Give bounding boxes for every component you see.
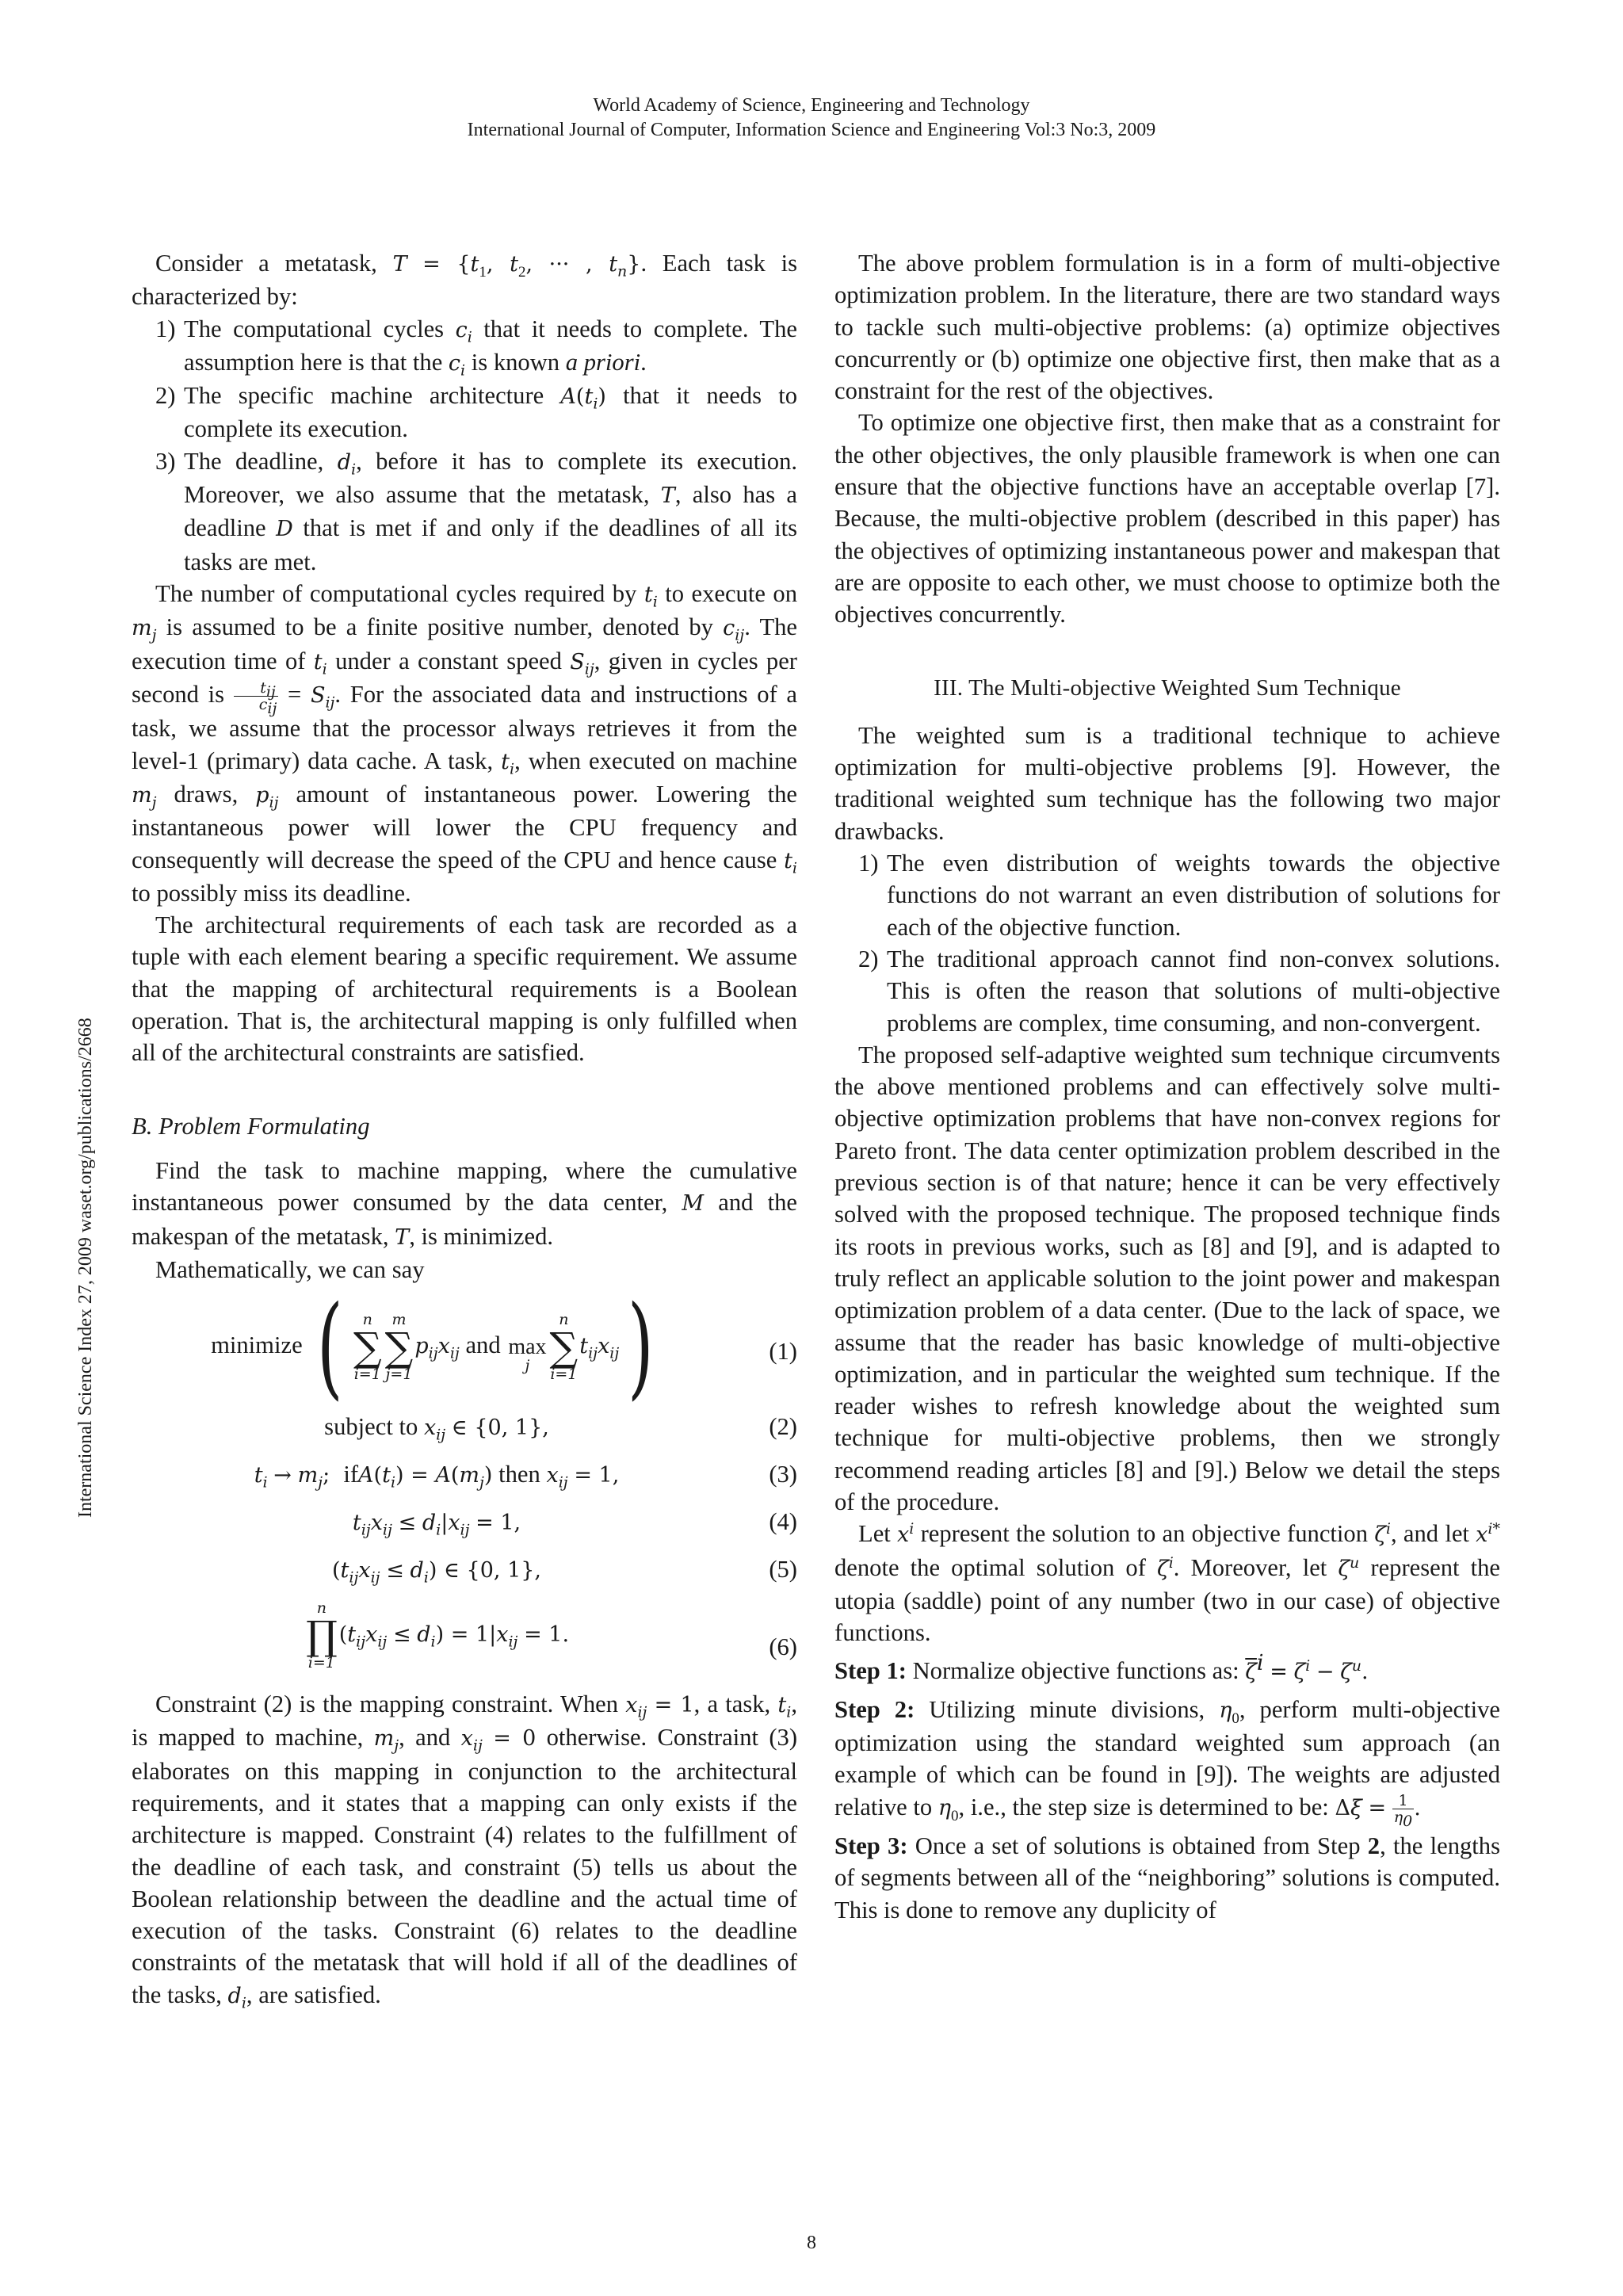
paragraph-weighted-sum: The weighted sum is a traditional technique to achieve optimization for multi-objective problems [9]. However, the traditional weighted sum technique has the following two major drawbacks. bbox=[834, 721, 1500, 845]
section-heading: III. The Multi-objective Weighted Sum Technique bbox=[934, 674, 1401, 701]
paragraph-metatask: Consider a metatask, $T = \{t_1$, $t_2$, ··· , $t_n$}. Each task is characterized by: bbox=[132, 250, 797, 311]
step-2: Step 2: Utilizing minute divisions, $\eta_0$, perform multi-objective optimization using the standard weighted sum approach (an example of which can be found in [9]). The weights are adjusted relative to $\eta_0$, i.e., the step size is determined to be: Δξ = $\frac{1}{\eta_0}$ . bbox=[834, 1695, 1500, 1830]
header-journal-volume: International Journal of Computer, Information Science and Engineering Vol:3 No:3, 2009 bbox=[467, 120, 1156, 140]
subsection-heading: B. Problem Formulating bbox=[132, 1112, 370, 1140]
equation-4: $t_{ij}x_{ij} \le d_i|x_{ij} = 1$, (4) bbox=[352, 1508, 797, 1539]
paragraph-problem: Find the task to machine mapping, where the cumulative instantaneous power consumed by the data center, M and the makespan of the metatask, T, is minimized. bbox=[132, 1156, 797, 1250]
equation-2: subject to $x_{ij}$ ∈ {0, 1}, (2) bbox=[324, 1413, 797, 1444]
page-number: 8 bbox=[807, 2233, 816, 2253]
equation-1: minimize ( n ∑ i=1 m ∑ j=1 $p_{ij}x_{ij}$ and max j n ∑ i=1 $t_{ij}x_{ij}$) (1) bbox=[211, 1282, 797, 1412]
paragraph-let: Let $x^i$ represent the solution to an objective function $\zeta^i$, and let $x^{i*}$ denote the optimal solution of $\zeta^i$. Moreover, let $\zeta^u$ represent the utopia (saddle) point of any number (two in our case) of objective functions. bbox=[834, 1520, 1500, 1647]
running-header bbox=[0, 94, 1623, 143]
equation-3: $t_i \to m_j$; $ifA(t_i) = A(m_j)$ then $x_{ij} = 1$, (3) bbox=[254, 1461, 797, 1492]
paragraph-constraints: Constraint (2) is the mapping constraint. When $x_{ij} = 1$, a task, $t_i$, is mapped to machine, $m_j$, and $x_{ij} = 0$ otherwise. Constraint (3) elaborates on this mapping in conjunction to the architectural requirements, and it states that a mapping can only exists if the architecture is mapped. Constraint (4) relates to the fulfillment of the deadline of each task, and constraint (5) tells us about the Boolean relationship between the deadline and the actual time of execution of the tasks. Constraint (6) relates to the deadline constraints of the metatask that will hold if all of the deadlines of the tasks, $d_i$, are satisfied. bbox=[132, 1690, 798, 2012]
list-item: 3) The deadline, $d_i$, before it has to complete its execution. Moreover, we also assume that the metatask, T, also has a deadline D that is met if and only if the deadlines of all its tasks are met. bbox=[155, 447, 798, 575]
list-item: 2) The specific machine architecture $A(t_i)$ that it needs to complete its execution. bbox=[155, 382, 797, 443]
list-item: 2) The traditional approach cannot find non-convex solutions. This is often the reason that solutions of multi-objective problems are complex, time consuming, and non-convergent. bbox=[858, 945, 1500, 1037]
list-item: 1) The even distribution of weights towards the objective functions do not warrant an even distribution of solutions for each of the objective function. bbox=[858, 850, 1500, 941]
side-citation: International Science Index 27, 2009 waset.org/publications/2668 bbox=[75, 1018, 96, 1518]
equation-6: n ∏ i=1 $(t_{ij}x_{ij} \le d_i) = 1|x_{ij} = 1$. (6) bbox=[305, 1599, 797, 1672]
list-item: 1) The computational cycles $c_i$ that it needs to complete. The assumption here is that the $c_i$ is known a priori. bbox=[155, 315, 797, 380]
paragraph-mathematically: Mathematically, we can say bbox=[155, 1255, 425, 1283]
header-journal-org: World Academy of Science, Engineering and Technology bbox=[593, 95, 1030, 116]
step-1: Step 1: Normalize objective functions as: $\overline{\zeta}^i = \zeta^i - \zeta^u$. bbox=[834, 1651, 1369, 1685]
paragraph-architectural-requirements: The architectural requirements of each task are recorded as a tuple with each element bearing a specific requirement. We assume that the mapping of architectural requirements is a Boolean operation. That is, the architectural mapping is only fulfilled when all of the architectural constraints are satisfied. bbox=[132, 911, 797, 1067]
paragraph-computational-cycles: The number of computational cycles required by $t_i$ to execute on $m_j$ is assumed to be a finite positive number, denoted by $c_{ij}$. The execution time of $t_i$ under a constant speed $S_{ij}$, given in cycles per second is $\frac{t_{ij}}{c_{ij}}$ = $S_{ij}$. For the associated data and instructions of a task, we assume that the processor always retrieves it from the level-1 (primary) data cache. A task, $t_i$, when executed on machine $m_j$ draws, $p_{ij}$ amount of instantaneous power. Lowering the instantaneous power will lower the CPU frequency and consequently will decrease the speed of the CPU and hence cause $t_i$ to possibly miss its deadline. bbox=[132, 579, 798, 907]
equation-5: $(t_{ij}x_{ij} \le d_i)$ ∈ {0, 1}, (5) bbox=[331, 1556, 797, 1587]
step-3: Step 3: Once a set of solutions is obtained from Step 2, the lengths of segments between all of the “neighboring” solutions is computed. This is done to remove any duplicity of bbox=[834, 1832, 1500, 1924]
paragraph-proposed-technique: The proposed self-adaptive weighted sum technique circumvents the above mentioned problems and can effectively solve multi-objective optimization problems that have non-convex regions for Pareto front. The data center optimization problem described in the previous section is of that nature; hence it can be very effectively solved with the proposed technique. The proposed technique finds its roots in previous works, such as [8] and [9], and is adapted to truly reflect an applicable solution to the joint power and makespan optimization problem of a data center. (Due to the lack of space, we assume that the reader has basic knowledge of multi-objective optimization, and in particular the weighted sum technique. If the reader wishes to refresh knowledge about the weighted sum technique for multi-objective problems, then we strongly recommend reading articles [8] and [9].) Below we detail the steps of the procedure. bbox=[834, 1041, 1500, 1515]
task-characteristics-list bbox=[132, 313, 797, 578]
paragraph-optimize-one: To optimize one objective first, then make that as a constraint for the other objectives, the only plausible framework is when one can ensure that the objective functions have an acceptable overlap [7]. Because, the multi-objective problem (described in this paper) has the objectives of optimizing instantaneous power and makespan that are are opposite to each other, we must choose to optimize both the objectives concurrently. bbox=[834, 409, 1500, 628]
paragraph-multi-objective: The above problem formulation is in a form of multi-objective optimization problem. In the literature, there are two standard ways to tackle such multi-objective problems: (a) optimize objectives concurrently or (b) optimize one objective first, then make that as a constraint for the rest of the objectives. bbox=[834, 250, 1500, 405]
left-column bbox=[132, 247, 797, 2012]
right-column bbox=[834, 247, 1500, 1926]
drawbacks-list bbox=[834, 847, 1500, 1039]
